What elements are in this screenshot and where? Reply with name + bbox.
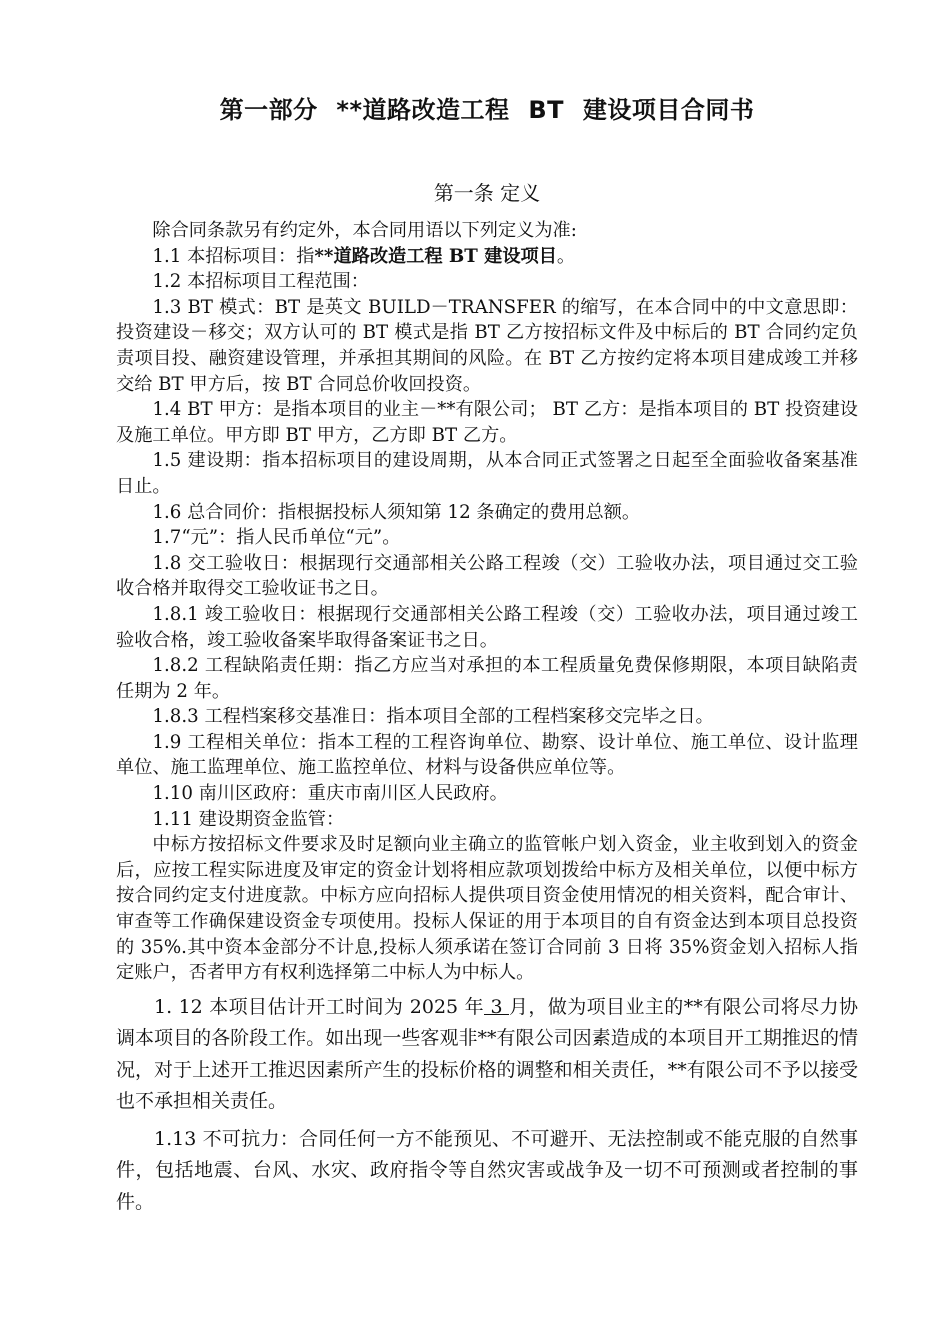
paragraph-1-13: 1.13 不可抗力：合同任何一方不能预见、不可避开、无法控制或不能克服的自然事件，包括地震、台风、水灾、政府指令等自然灾害或战争及一切不可预测或者控制的事件。 <box>116 1127 858 1213</box>
start-month: 3 <box>484 995 509 1018</box>
paragraph-1-4: 1.4 BT 甲方：是指本项目的业主－**有限公司； BT 乙方：是指本项目的 BT 投资建设及施工单位。甲方即 BT 甲方，乙方即 BT 乙方。 <box>116 399 858 446</box>
paragraph-1-7: 1.7“元”：指人民币单位“元”。 <box>152 527 401 549</box>
project-name: **道路改造工程 BT 建设项目 <box>314 245 557 267</box>
article-title: 第一条 定义 <box>433 181 541 205</box>
document-title: 第一部分 **道路改造工程 BT 建设项目合同书 <box>219 96 755 124</box>
paragraph-1-8-3: 1.8.3 工程档案移交基准日：指本项目全部的工程档案移交完毕之日。 <box>152 706 714 728</box>
paragraph-1-2: 1.2 本招标项目工程范围： <box>152 271 369 293</box>
paragraph-1-8-1: 1.8.1 竣工验收日：根据现行交通部相关公路工程竣（交）工验收办法，项目通过竣工验收合格，竣工验收备案毕取得备案证书之日。 <box>116 603 858 651</box>
paragraph-1-3: 1.3 BT 模式：BT 是英文 BUILD－TRANSFER 的缩写，在本合同中的中文意思即：投资建设－移交；双方认可的 BT 模式是指 BT 乙方按招标文件及中标后的 BT 合同约定负责项目投、融资建设管理，并承担其期间的风险。在 BT 乙方按约定将本项目建成竣工并移交给 BT 甲方后，按 BT 合同总价收回投资。 <box>116 296 858 395</box>
paragraph-1-12-lead: 1. 12 本项目估计开工时间为 2025 年 <box>154 995 484 1018</box>
paragraph-1-1-end: 。 <box>556 245 576 267</box>
paragraph-1-12-rest: 月，做为项目业主的**有限公司将尽力协调本项目的各阶段工作。如出现一些客观非**有限公司因素造成的本项目开工期推迟的情况，对于上述开工推迟因素所产生的投标价格的调整和相关责任，**有限公司不予以接受也不承担相关责任。 <box>116 995 858 1113</box>
paragraph-1-9: 1.9 工程相关单位：指本工程的工程咨询单位、勘察、设计单位、施工单位、设计监理单位、施工监理单位、施工监控单位、材料与设备供应单位等。 <box>116 731 858 779</box>
paragraph-1-6: 1.6 总合同价：指根据投标人须知第 12 条确定的费用总额。 <box>152 501 641 523</box>
paragraph-1-12 <box>116 992 858 1118</box>
paragraph-1-5: 1.5 建设期：指本招标项目的建设周期，从本合同正式签署之日起至全面验收备案基准日止。 <box>116 450 858 497</box>
paragraph-1-1 <box>116 244 858 270</box>
paragraph-1-11-body: 中标方按招标文件要求及时足额向业主确立的监管帐户划入资金，业主收到划入的资金后，应按工程实际进度及审定的资金计划将相应款项划拨给中标方及相关单位，以便中标方按合同约定支付进度款。中标方应向招标人提供项目资金使用情况的相关资料，配合审计、审查等工作确保建设资金专项使用。投标人保证的用于本项目的自有资金达到本项目总投资的 35%.其中资本金部分不计息,投标人须承诺在签订合同前 3 日将 35%资金划入招标人指定账户，否者甲方有权利选择第二中标人为中标人。 <box>116 834 858 984</box>
paragraph-1-1-lead: 1.1 本招标项目：指 <box>152 245 315 267</box>
paragraph-1-11: 1.11 建设期资金监管： <box>152 808 345 830</box>
paragraph-1-8-2: 1.8.2 工程缺陷责任期：指乙方应当对承担的本工程质量免费保修期限，本项目缺陷责任期为 2 年。 <box>116 655 858 702</box>
paragraph-1-8: 1.8 交工验收日：根据现行交通部相关公路工程竣（交）工验收办法，项目通过交工验收合格并取得交工验收证书之日。 <box>116 552 858 600</box>
paragraph-intro: 除合同条款另有约定外，本合同用语以下列定义为准: <box>152 220 577 241</box>
paragraph-1-10: 1.10 南川区政府：重庆市南川区人民政府。 <box>152 783 508 805</box>
